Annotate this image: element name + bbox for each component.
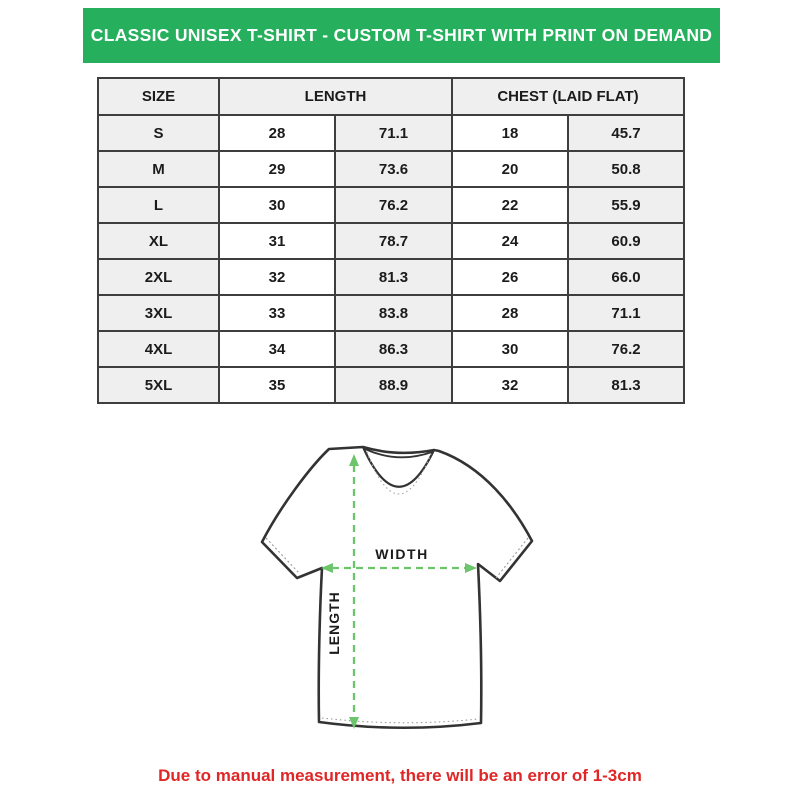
header-chest: CHEST (LAID FLAT) [452,78,684,115]
cell-length-cm: 73.6 [335,151,452,187]
cell-chest-in: 20 [452,151,568,187]
cell-size: 3XL [98,295,219,331]
cell-length-cm: 83.8 [335,295,452,331]
size-table [97,77,685,404]
cell-chest-in: 30 [452,331,568,367]
cell-size: 5XL [98,367,219,403]
cell-chest-cm: 71.1 [568,295,684,331]
measurement-disclaimer: Due to manual measurement, there will be an error of 1-3cm [158,766,642,785]
table-header-row [98,78,684,115]
cell-chest-cm: 55.9 [568,187,684,223]
cell-size: L [98,187,219,223]
cell-size: M [98,151,219,187]
table-row [98,115,684,151]
cell-size: 4XL [98,331,219,367]
cell-length-in: 29 [219,151,335,187]
cell-length-cm: 81.3 [335,259,452,295]
table-row [98,367,684,403]
cell-length-in: 35 [219,367,335,403]
cell-length-in: 32 [219,259,335,295]
cell-chest-cm: 45.7 [568,115,684,151]
cell-length-in: 31 [219,223,335,259]
cell-length-in: 33 [219,295,335,331]
cell-size: XL [98,223,219,259]
cell-size: S [98,115,219,151]
cell-length-cm: 76.2 [335,187,452,223]
table-row [98,295,684,331]
cell-chest-in: 24 [452,223,568,259]
cell-length-cm: 86.3 [335,331,452,367]
cell-chest-in: 32 [452,367,568,403]
tshirt-measurement-diagram [255,445,545,745]
header-size: SIZE [98,78,219,115]
cell-length-in: 30 [219,187,335,223]
cell-length-in: 34 [219,331,335,367]
cell-length-cm: 71.1 [335,115,452,151]
cell-chest-cm: 60.9 [568,223,684,259]
cell-chest-in: 18 [452,115,568,151]
tshirt-outline [262,447,532,728]
table-row [98,187,684,223]
cell-chest-cm: 66.0 [568,259,684,295]
cell-chest-in: 22 [452,187,568,223]
width-label: WIDTH [375,546,429,562]
table-row [98,151,684,187]
cell-length-in: 28 [219,115,335,151]
length-label: LENGTH [326,591,342,655]
header-length: LENGTH [219,78,452,115]
cell-chest-cm: 50.8 [568,151,684,187]
page-title: CLASSIC UNISEX T-SHIRT - CUSTOM T-SHIRT WITH PRINT ON DEMAND [90,25,713,45]
title-banner [83,8,720,63]
table-row [98,223,684,259]
table-row [98,331,684,367]
cell-chest-cm: 81.3 [568,367,684,403]
cell-chest-cm: 76.2 [568,331,684,367]
table-row [98,259,684,295]
cell-length-cm: 78.7 [335,223,452,259]
cell-size: 2XL [98,259,219,295]
cell-length-cm: 88.9 [335,367,452,403]
cell-chest-in: 28 [452,295,568,331]
cell-chest-in: 26 [452,259,568,295]
